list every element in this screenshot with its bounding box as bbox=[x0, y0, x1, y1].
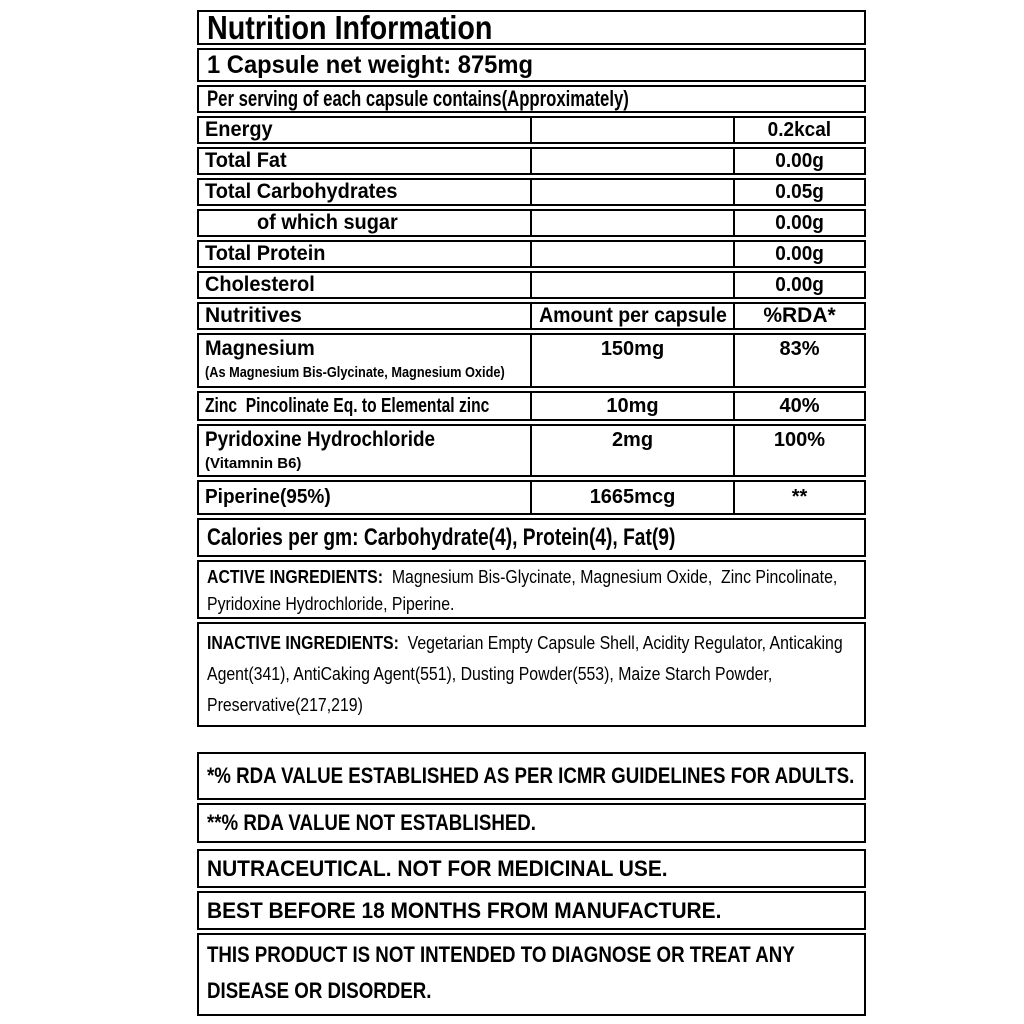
nutritive-name: Pyridoxine Hydrochloride bbox=[205, 428, 436, 451]
fact-row-total-fat bbox=[197, 147, 866, 175]
fact-value: 0.05g bbox=[775, 180, 824, 203]
fact-row-of-which-sugar bbox=[197, 209, 866, 237]
rda-note-not-established: **% RDA VALUE NOT ESTABLISHED. bbox=[207, 810, 537, 835]
nutritive-row-zinc bbox=[197, 391, 866, 421]
nutraceutical-note-row bbox=[197, 849, 866, 888]
nutritive-amount: 2mg bbox=[611, 429, 654, 451]
inactive-ingredients-label: INACTIVE INGREDIENTS: bbox=[207, 633, 399, 653]
fact-row-cholesterol bbox=[197, 271, 866, 299]
nutritive-name: Zinc Pincolinate Eq. to Elemental zinc bbox=[205, 394, 490, 417]
rda-note-established: *% RDA VALUE ESTABLISHED AS PER ICMR GUIDELINES FOR ADULTS. bbox=[207, 763, 855, 788]
nutritive-rda: 40% bbox=[779, 394, 820, 417]
disclaimer-note-row bbox=[197, 933, 866, 1016]
rda-note-established-row bbox=[197, 752, 866, 800]
nutritive-note: (As Magnesium Bis-Glycinate, Magnesium Oxide) bbox=[205, 364, 505, 381]
nutritive-row-magnesium bbox=[197, 333, 866, 388]
fact-mid-cell bbox=[530, 273, 735, 297]
nutritive-note: (Vitamnin B6) bbox=[205, 455, 302, 472]
fact-mid-cell bbox=[530, 149, 735, 173]
inactive-ingredients-text: Vegetarian Empty Capsule Shell, Acidity Regulator, Anticaking Agent(341), AntiCaking Agent(551), Dusting Powder(553), Maize Starch Powder, Preservative(217,219) bbox=[207, 633, 847, 715]
fact-value: 0.2kcal bbox=[767, 118, 832, 141]
fact-mid-cell bbox=[530, 118, 735, 142]
net-weight-row bbox=[197, 48, 866, 82]
fact-row-energy bbox=[197, 116, 866, 144]
fact-label: Total Carbohydrates bbox=[205, 180, 398, 203]
nutraceutical-note: NUTRACEUTICAL. NOT FOR MEDICINAL USE. bbox=[207, 855, 668, 881]
nutritives-header-amount: Amount per capsule bbox=[538, 304, 727, 327]
fact-value: 0.00g bbox=[775, 211, 824, 234]
nutritive-amount: 10mg bbox=[606, 394, 659, 417]
best-before-note: BEST BEFORE 18 MONTHS FROM MANUFACTURE. bbox=[207, 897, 722, 923]
nutritives-header-row bbox=[197, 302, 866, 330]
nutritive-name: Magnesium bbox=[205, 337, 315, 360]
nutrition-title: Nutrition Information bbox=[207, 8, 493, 46]
best-before-note-row bbox=[197, 891, 866, 930]
per-serving-row bbox=[197, 85, 866, 113]
inactive-ingredients-row bbox=[197, 622, 866, 727]
active-ingredients-text: Magnesium Bis-Glycinate, Magnesium Oxide, Zinc Pincolinate, Pyridoxine Hydrochloride, Piperine. bbox=[207, 567, 842, 614]
disclaimer-note: THIS PRODUCT IS NOT INTENDED TO DIAGNOSE OR TREAT ANY DISEASE OR DISORDER. bbox=[207, 942, 800, 1003]
per-serving-text: Per serving of each capsule contains(Approximately) bbox=[207, 86, 629, 111]
fact-label: Energy bbox=[205, 118, 273, 141]
fact-value: 0.00g bbox=[775, 149, 824, 172]
nutritive-rda: 83% bbox=[779, 338, 820, 360]
fact-row-total-carbohydrates bbox=[197, 178, 866, 206]
calories-row bbox=[197, 518, 866, 557]
rda-note-not-established-row bbox=[197, 803, 866, 843]
fact-mid-cell bbox=[530, 180, 735, 204]
nutritive-name: Piperine(95%) bbox=[205, 486, 331, 508]
fact-value: 0.00g bbox=[775, 242, 824, 265]
nutritive-amount: 1665mcg bbox=[589, 486, 676, 508]
active-ingredients-label: ACTIVE INGREDIENTS: bbox=[207, 567, 384, 587]
nutritive-amount: 150mg bbox=[600, 338, 665, 360]
net-weight-text: 1 Capsule net weight: 875mg bbox=[207, 50, 533, 79]
nutritives-header-rda: %RDA* bbox=[763, 304, 836, 327]
fact-row-total-protein bbox=[197, 240, 866, 268]
fact-label: Total Protein bbox=[205, 242, 326, 265]
calories-text: Calories per gm: Carbohydrate(4), Protein(4), Fat(9) bbox=[207, 523, 676, 551]
nutritive-row-piperine bbox=[197, 480, 866, 515]
nutritive-rda: 100% bbox=[773, 429, 826, 451]
active-ingredients-row bbox=[197, 560, 866, 619]
nutritives-header-name: Nutritives bbox=[205, 304, 302, 327]
fact-mid-cell bbox=[530, 242, 735, 266]
fact-label: Cholesterol bbox=[205, 273, 315, 296]
nutritive-row-pyridoxine bbox=[197, 424, 866, 477]
fact-label: Total Fat bbox=[205, 149, 287, 172]
fact-mid-cell bbox=[530, 211, 735, 235]
nutrition-label bbox=[197, 10, 866, 1019]
fact-label: of which sugar bbox=[257, 211, 398, 234]
nutrition-title-row bbox=[197, 10, 866, 45]
fact-value: 0.00g bbox=[775, 273, 824, 296]
nutritive-rda: ** bbox=[791, 486, 808, 508]
